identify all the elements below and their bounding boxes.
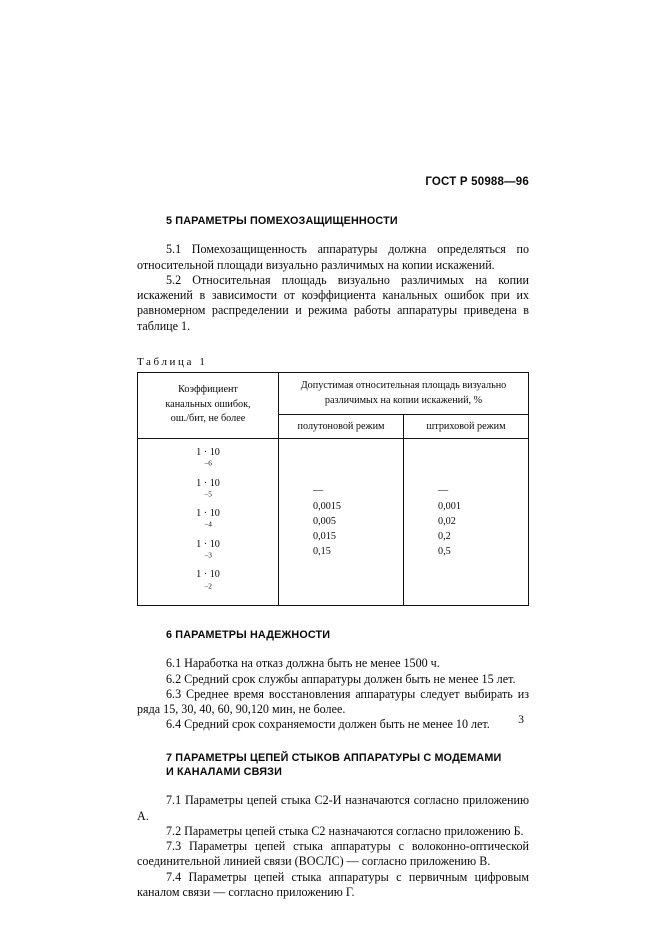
paragraph-6-4: 6.4 Средний срок сохраняемости должен быть не менее 10 лет. [166,717,490,732]
table-header-coefficient-line2: канальных ошибок, [165,398,251,410]
table-cell-halftone: — [313,485,324,497]
paragraph-6-2: 6.2 Средний срок службы аппаратуры должен быть не менее 15 лет. [166,671,516,686]
table-header-halftone-mode: полутоновой режим [279,415,404,439]
page-content [137,176,529,900]
table-cell-coefficient-column [138,439,279,606]
table-cell-halftone: 0,15 [313,546,331,558]
table-header-coefficient [138,373,279,439]
table-cell-line: — [438,485,449,497]
table-cell-halftone: 0,015 [313,531,336,543]
page-number: 3 [518,714,524,726]
paragraph-7-3: 7.3 Параметры цепей стыка аппаратуры с волоконно-оптической соединительной линией связи (ВОСЛС) — согласно приложению В. [137,839,529,869]
table-cell-halftone: 0,005 [313,515,336,527]
coefficient-mantissa: 1 · 10 [196,508,220,520]
running-head: ГОСТ Р 50988—96 [425,176,529,188]
table-header-coefficient-line3: ош./бит, не более [170,413,246,425]
table-header-coefficient-line1: Коэффициент [178,384,238,396]
table-cell-halftone: 0,0015 [313,500,342,512]
paragraph-5-2: 5.2 Относительная площадь визуально различимых на копии искажений в зависимости от коэффициента канальных ошибок при их равномерном распределении и режима работы аппаратуры приведена в таблице 1. [137,272,529,333]
paragraph-7-2: 7.2 Параметры цепей стыка С2 назначаются согласно приложению Б. [166,823,524,838]
section-heading-7-line2: И КАНАЛАМИ СВЯЗИ [166,765,283,778]
table-cell-coefficient [138,506,278,537]
table-header-area-line2: различимых на копии искажений, % [324,394,483,406]
table-header-area-line1: Допустимая относительная площадь визуально [300,380,507,392]
table-cell-line-column [404,439,529,606]
coefficient-exponent: −3 [204,550,212,560]
section-heading-5: 5 ПАРАМЕТРЫ ПОМЕХОЗАЩИЩЕННОСТИ [166,215,398,227]
coefficient-mantissa: 1 · 10 [196,477,220,489]
section-heading-7 [137,751,529,780]
coefficient-exponent: −2 [204,581,212,591]
paragraph-6-3: 6.3 Среднее время восстановления аппаратуры следует выбирать из ряда 15, 30, 40, 60, 90,120 мин, не более. [137,686,529,717]
table-cell-halftone-column [279,439,404,606]
table-header-row-1 [138,373,529,415]
table-cell-line: 0,02 [438,515,456,527]
paragraph-7-4: 7.4 Параметры цепей стыка аппаратуры с первичным цифровым каналом связи — согласно приложению Г. [137,869,529,899]
coefficient-mantissa: 1 · 10 [196,569,220,581]
coefficient-mantissa: 1 · 10 [196,538,220,550]
table-header-line-mode: штриховой режим [404,415,529,439]
table-cell-coefficient [138,567,278,598]
coefficient-exponent: −5 [204,489,212,499]
coefficient-mantissa: 1 · 10 [196,447,220,458]
paragraph-5-1: 5.1 Помехозащищенность аппаратуры должна определяться по относительной площади визуально различимых на копии искажений. [137,242,529,272]
paragraph-7-1: 7.1 Параметры цепей стыка С2-И назначаются согласно приложению А. [137,793,529,823]
coefficient-exponent: −4 [204,520,212,530]
table-body-row [138,439,529,606]
table-cell-line: 0,2 [438,531,451,543]
table-cell-coefficient [138,445,278,476]
table-header-area-span [279,373,529,415]
section-heading-7-line1: 7 ПАРАМЕТРЫ ЦЕПЕЙ СТЫКОВ АППАРАТУРЫ С МОДЕМАМИ [166,751,502,764]
section-heading-6: 6 ПАРАМЕТРЫ НАДЕЖНОСТИ [166,628,331,641]
paragraph-6-1: 6.1 Наработка на отказ должна быть не менее 1500 ч. [166,656,440,671]
table-cell-coefficient [138,476,278,507]
table-1 [137,372,529,606]
table-cell-line: 0,001 [438,500,461,512]
table-cell-coefficient [138,537,278,568]
table-caption: Таблица 1 [137,356,208,369]
coefficient-exponent: −6 [204,458,212,468]
table-cell-line: 0,5 [438,546,451,558]
